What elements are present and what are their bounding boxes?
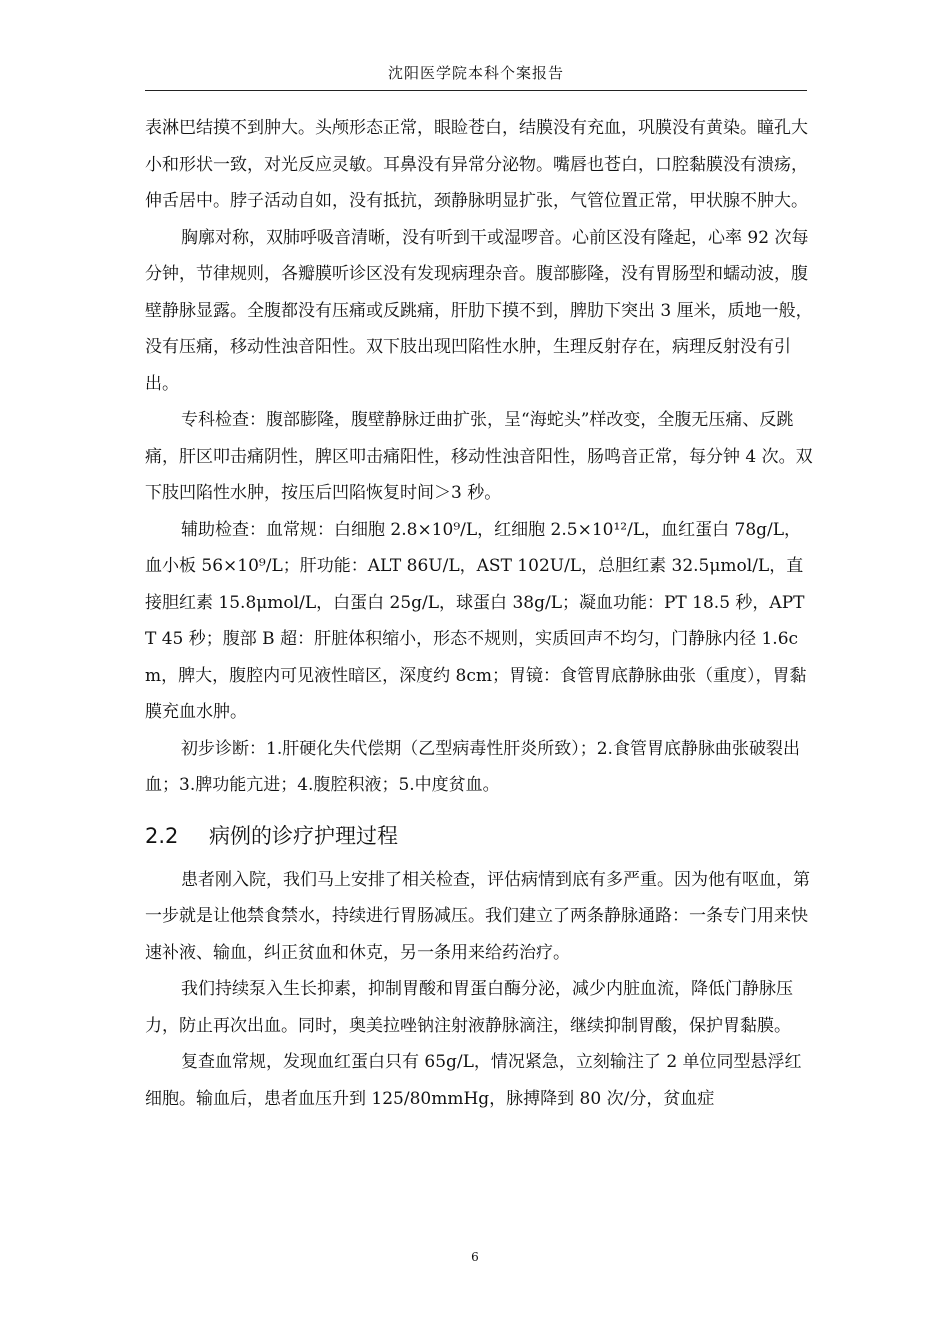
header-divider: [145, 90, 807, 91]
paragraph-medication: 我们持续泵入生长抑素，抑制胃酸和胃蛋白酶分泌，减少内脏血流，降低门静脉压力，防止再次出血。同时，奥美拉唑钠注射液静脉滴注，继续抑制胃酸，保护胃黏膜。: [145, 979, 793, 1036]
page-number: 6: [471, 1250, 479, 1264]
paragraph-general-exam-continued: 表淋巴结摸不到肿大。头颅形态正常，眼睑苍白，结膜没有充血，巩膜没有黄染。瞳孔大小和形状一致，对光反应灵敏。耳鼻没有异常分泌物。嘴唇也苍白，口腔黏膜没有溃疡，伸舌居中。脖子活动自如，没有抵抗，颈静脉明显扩张，气管位置正常，甲状腺不肿大。: [145, 118, 808, 211]
section-number: 2.2: [145, 823, 179, 848]
document-body: [145, 110, 815, 1117]
paragraph-chest-abdomen-exam: 胸廓对称，双肺呼吸音清晰，没有听到干或湿啰音。心前区没有隆起，心率 92 次每分钟，节律规则，各瓣膜听诊区没有发现病理杂音。腹部膨隆，没有胃肠型和蠕动波，腹壁静脉显露。全腹都没有压痛或反跳痛，肝肋下摸不到，脾肋下突出 3 厘米，质地一般，没有压痛，移动性浊音阳性。双下肢出现凹陷性水肿，生理反射存在，病理反射没有引出。: [145, 227, 813, 394]
paragraph-auxiliary-tests: 辅助检查：血常规：白细胞 2.8×10⁹/L，红细胞 2.5×10¹²/L，血红蛋白 78g/L，血小板 56×10⁹/L；肝功能：ALT 86U/L，AST 102U/L，总胆红素 32.5μmol/L，直接胆红素 15.8μmol/L，白蛋白 25g/L，球蛋白 38g/L；凝血功能：PT 18.5 秒，APTT 45 秒；腹部 B 超：肝脏体积缩小，形态不规则，实质回声不均匀，门静脉内径 1.6cm，脾大，腹腔内可见液性暗区，深度约 8cm；胃镜：食管胃底静脉曲张（重度），胃黏膜充血水肿。: [145, 519, 807, 722]
paragraph-transfusion: 复查血常规，发现血红蛋白只有 65g/L，情况紧急，立刻输注了 2 单位同型悬浮红细胞。输血后，患者血压升到 125/80mmHg，脉搏降到 80 次/分，贫血症: [145, 1052, 802, 1109]
page-header-title: 沈阳医学院本科个案报告: [387, 64, 564, 82]
paragraph-specialist-exam: 专科检查：腹部膨隆，腹壁静脉迂曲扩张，呈“海蛇头”样改变，全腹无压痛、反跳痛，肝区叩击痛阴性，脾区叩击痛阳性，移动性浊音阳性，肠鸣音正常，每分钟 4 次。双下肢凹陷性水肿，按压后凹陷恢复时间＞3 秒。: [145, 410, 813, 503]
section-title: 病例的诊疗护理过程: [209, 823, 398, 848]
paragraph-preliminary-diagnosis: 初步诊断：1.肝硬化失代偿期（乙型病毒性肝炎所致）；2.食管胃底静脉曲张破裂出血；3.脾功能亢进；4.腹腔积液；5.中度贫血。: [145, 738, 800, 795]
section-heading: [145, 818, 815, 854]
paragraph-admission-care: 患者刚入院，我们马上安排了相关检查，评估病情到底有多严重。因为他有呕血，第一步就是让他禁食禁水，持续进行胃肠减压。我们建立了两条静脉通路：一条专门用来快速补液、输血，纠正贫血和休克，另一条用来给药治疗。: [145, 869, 810, 963]
